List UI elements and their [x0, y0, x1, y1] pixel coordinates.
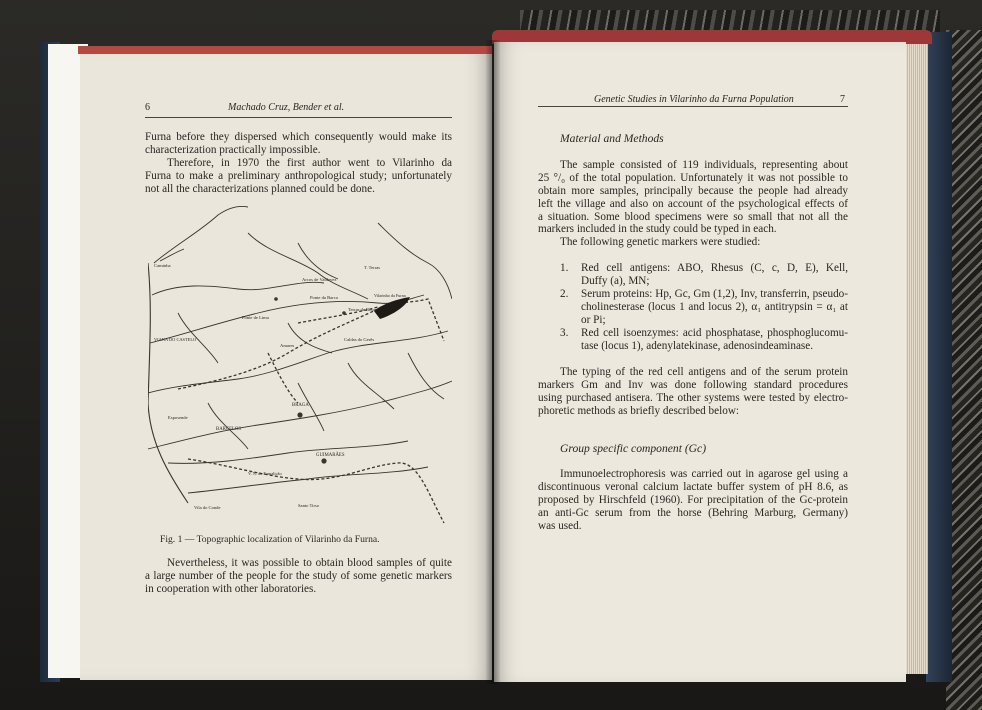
left-paragraph-3 [145, 557, 452, 596]
text-line: Duffy (a), MN; [581, 274, 650, 287]
town-marker [342, 311, 346, 315]
heading-group-specific-component: Group specific component (Gc) [560, 442, 707, 455]
map-drawing [148, 203, 452, 525]
figure-caption: Fig. 1 — Topographic localization of Vilarinho da Furna. [160, 534, 380, 545]
list-item [581, 288, 848, 327]
text-line: proposed by Hirschfeld (1960). For precipitation of the Gc-protein [538, 493, 848, 506]
text-line: phoretic methods as briefly described below: [538, 404, 740, 417]
map-label: Vila do Conde [194, 505, 221, 510]
red-edge-top-left [78, 46, 492, 54]
left-head-rule [145, 117, 452, 118]
map-label: BARCELOS [216, 427, 242, 432]
book-cover-pattern-top [520, 10, 940, 32]
book-cover-right-edge [926, 32, 952, 682]
town-marker [274, 297, 278, 301]
text-line: Therefore, in 1970 the first author went to Vilarinho da [167, 156, 452, 169]
list-number: 3. [560, 327, 569, 339]
text-line: using purchased antisera. The other systems were tested by electro- [538, 391, 848, 404]
right-paragraph-1 [538, 159, 848, 249]
map-label: T. Terras [364, 265, 381, 270]
heading-material-methods: Material and Methods [560, 132, 664, 145]
text-line: a large number of the people for the study of some genetic markers [145, 569, 452, 582]
topographic-map [148, 203, 452, 525]
map-label: V. N. de Famalicão [248, 471, 282, 476]
text-line: Furna before they dispersed which consequently would make its [145, 131, 452, 143]
text-line: discontinuous veronal calcium lactate buffer system of pH 8.6, as [538, 480, 848, 493]
map-label: VIANA DO CASTELO [154, 337, 197, 342]
text-line: Red cell isoenzymes: acid phosphatase, phosphoglucomu- [581, 327, 848, 339]
map-label: Terras de Bouro [348, 307, 378, 312]
right-page-number: 7 [840, 94, 845, 105]
list-number: 2. [560, 288, 569, 300]
map-label: Amares [280, 343, 295, 348]
text-line: was used. [538, 519, 582, 532]
text-line: Immunoelectrophoresis was carried out in agarose gel using a [560, 468, 848, 480]
page-stack-edge [904, 40, 928, 674]
list-item [581, 262, 848, 288]
text-line: Serum proteins: Hp, Gc, Gm (1,2), Inv, transferrin, pseudo- [581, 288, 848, 300]
text-line: The typing of the red cell antigens and of the serum protein [560, 366, 848, 378]
text-line: 25 °/₀ of the total population. Unfortunately it was not possible to [538, 171, 848, 184]
text-line: characterization practically impossible. [145, 143, 321, 156]
left-running-head: Machado Cruz, Bender et al. [228, 102, 345, 113]
map-label: Caminha [154, 263, 171, 268]
text-line: The sample consisted of 119 individuals, representing about [560, 159, 848, 171]
text-line: The following genetic markers were studied: [560, 236, 761, 249]
right-paragraph-4 [538, 468, 848, 532]
list-item [581, 327, 848, 353]
right-head-rule [538, 106, 848, 107]
map-label: Ponte de Lima [242, 315, 269, 320]
text-line: in cooperation with other laboratories. [145, 582, 317, 595]
text-line: not all the characterizations planned could be done. [145, 182, 375, 195]
text-line: obtain more samples, principally because the people had already [538, 184, 848, 197]
book-gutter [486, 40, 500, 684]
text-line: left the village and also on account of the psychological effects of [538, 197, 848, 210]
text-line: or Pi; [581, 313, 606, 326]
map-label: Esposende [168, 415, 188, 420]
left-page-number: 6 [145, 102, 150, 113]
text-line: tase (locus 1), adenylatekinase, adenosindeaminase. [581, 339, 814, 352]
reservoir-shape [374, 297, 410, 319]
right-paragraph-3 [538, 366, 848, 418]
right-page [494, 42, 906, 682]
left-paragraph-1 [145, 131, 452, 195]
text-line: a situation. Some blood specimens were so small that not all the [538, 210, 848, 223]
map-label: BRAGA [292, 403, 309, 408]
map-label: Santo Tirso [298, 503, 320, 508]
map-label: Caldas do Gerês [344, 337, 375, 342]
braga-marker [297, 412, 302, 417]
right-running-head: Genetic Studies in Vilarinho da Furna Population [594, 94, 794, 105]
map-label: Vilarinho da Furna [374, 293, 406, 298]
text-line: cholinesterase (locus 1 and locus 2), α₁ antitrypsin = α₁ at [581, 300, 848, 313]
map-label: Ponte da Barca [310, 295, 338, 300]
text-line: an anti-Gc serum from the horse (Behring Marburg, Germany) [538, 506, 848, 519]
guimaraes-marker [321, 458, 326, 463]
text-line: Red cell antigens: ABO, Rhesus (C, c, D, E), Kell, [581, 262, 848, 274]
map-label: Arcos de Valdevez [302, 277, 337, 282]
list-number: 1. [560, 262, 569, 274]
text-line: markers Gm and Inv was done following standard procedures [538, 378, 848, 391]
map-label: GUIMARÃES [316, 453, 345, 458]
text-line: markers included in the study could be typed in each. [538, 223, 777, 236]
text-line: Furna to make a preliminary anthropological study; unfortunately [145, 169, 452, 182]
text-line: Nevertheless, it was possible to obtain blood samples of quite [167, 557, 452, 569]
